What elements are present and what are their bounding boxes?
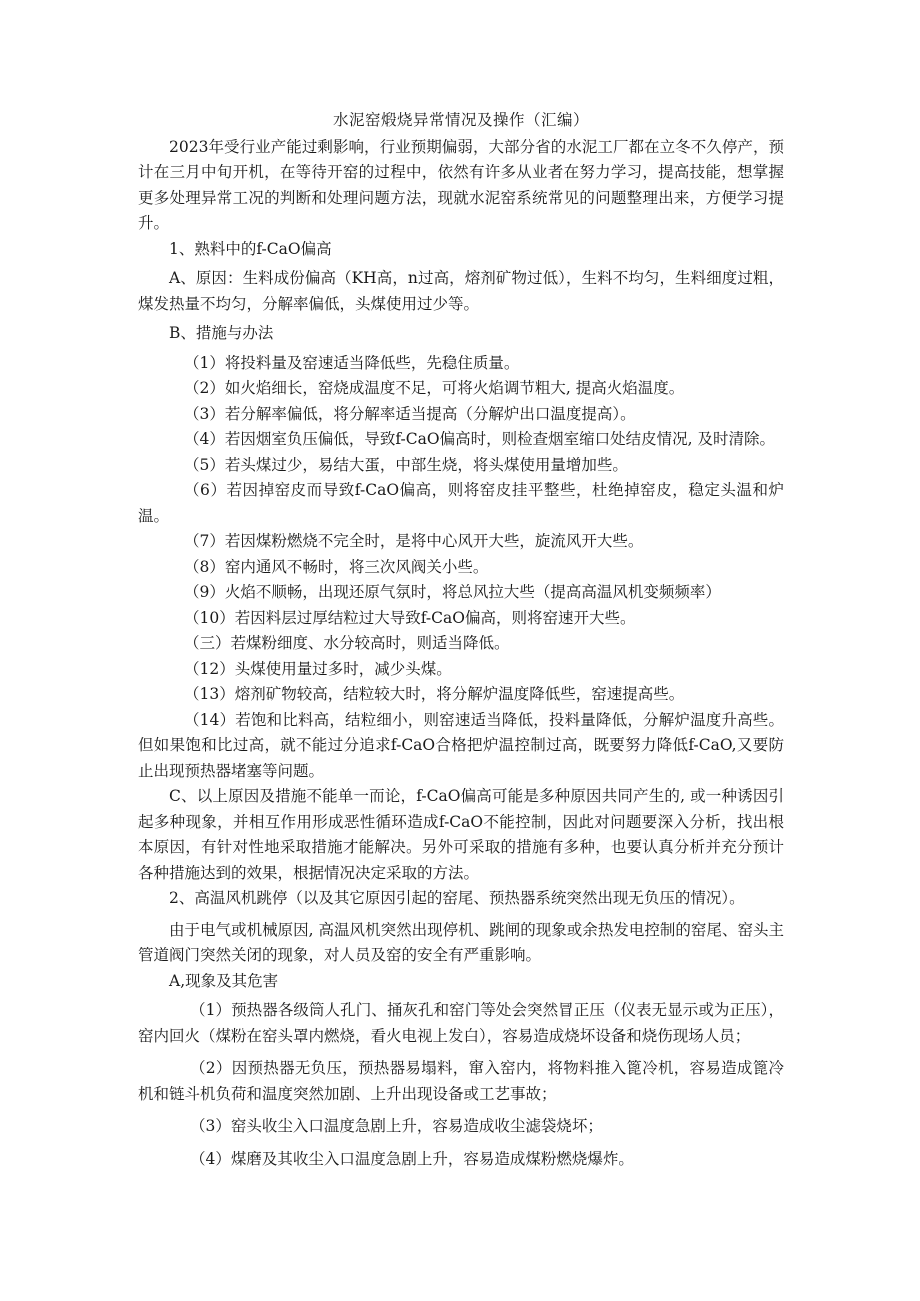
- measure-item: （12）头煤使用量过多时，减少头煤。: [184, 659, 452, 678]
- measure-item: （8）窑内通风不畅时，将三次风阀关小些。: [184, 557, 489, 576]
- measure-item: （三）若煤粉细度、水分较高时，则适当降低。: [184, 634, 510, 652]
- measure-item: （2）如火焰细长，窑烧成温度不足，可将火焰调节粗大, 提高火焰温度。: [184, 379, 685, 397]
- measure-item: （6）若因掉窑皮而导致f-CaO偏高，则将窑皮挂平整些，杜绝掉窑皮，稳定头温和炉温。: [138, 481, 784, 525]
- phenomenon-item: （3）窑头收尘入口温度急剧上升，容易造成收尘滤袋烧坏；: [190, 1117, 603, 1135]
- section2-heading: 2、高温风机跳停（以及其它原因引起的窑尾、预热器系统突然出现无负压的情况）。: [169, 889, 745, 907]
- measure-item: （7）若因煤粉燃烧不完全时，是将中心风开大些，旋流风开大些。: [184, 532, 644, 550]
- section2-intro: 由于电气或机械原因, 高温风机突然出现停机、跳闸的现象或余热发电控制的窑尾、窑头主管道阀门突然关闭的现象，对人员及窑的安全有严重影响。: [138, 920, 784, 964]
- measure-item: （4）若因烟室负压偏低，导致f-CaO偏高时，则检查烟室缩口处结皮情况, 及时清除。: [184, 430, 775, 448]
- section1-heading: 1、熟料中的f-CaO偏高: [169, 239, 332, 258]
- section1-cause: A、原因：生料成份偏高（KH高，n过高，熔剂矿物过低），生料不均匀，生料细度过粗，煤发热量不均匀，分解率偏低，头煤使用过少等。: [138, 269, 784, 313]
- section2-phenomena-heading: A,现象及其危害: [169, 971, 279, 990]
- measure-item: （5）若头煤过少，易结大蛋，中部生烧，将头煤使用量增加些。: [184, 455, 628, 474]
- measure-item: （13）熔剂矿物较高，结粒较大时，将分解炉温度降低些，窑速提高些。: [184, 685, 685, 703]
- section1-conclusion: C、以上原因及措施不能单一而论，f-CaO偏高可能是多种原因共同产生的, 或一种诱因引起多种现象，并相互作用形成恶性循环造成f-CaO不能控制，因此对问题要深入分析，找出根本原因，有针对性地采取措施才能解决。另外可采取的措施有多种，也要认真分析并充分预计各种措施达到的效果，根据情况决定采取的方法。: [138, 787, 784, 882]
- phenomenon-item: （4）煤磨及其收尘入口温度急剧上升，容易造成煤粉燃烧爆炸。: [190, 1149, 634, 1168]
- measure-item: （14）若饱和比料高，结粒细小，则窑速适当降低，投料量降低，分解炉温度升高些。但如果饱和比过高，就不能过分追求f-CaO合格把炉温控制过高，既要努力降低f-CaO,又要防止出现预热器堵塞等问题。: [138, 710, 784, 780]
- measure-item: （9）火焰不顺畅，出现还原气氛时，将总风拉大些（提高高温风机变频频率）: [184, 583, 721, 601]
- document-title: 水泥窑煅烧异常情况及操作（汇编）: [332, 111, 589, 129]
- phenomenon-item: （1）预热器各级筒人孔门、捅灰孔和窑门等处会突然冒正压（仪表无显示或为正压），窑内回火（煤粉在窑头罩内燃烧，看火电视上发白），容易造成烧坏设备和烧伤现场人员；: [138, 1001, 784, 1045]
- measure-item: （10）若因料层过厚结粒过大导致f-CaO偏高，则将窑速开大些。: [184, 608, 636, 627]
- intro-paragraph: 2023年受行业产能过剩影响，行业预期偏弱，大部分省的水泥工厂都在立冬不久停产，预计在三月中旬开机，在等待开窑的过程中，依然有许多从业者在努力学习，提高技能，想掌握更多处理异常工况的判断和处理问题方法，现就水泥窑系统常见的问题整理出来，方便学习提升。: [138, 137, 784, 232]
- measure-item: （1）将投料量及窑速适当降低些，先稳住质量。: [184, 353, 520, 372]
- phenomenon-item: （2）因预热器无负压，预热器易塌料，窜入窑内，将物料推入篦冷机，容易造成篦冷机和链斗机负荷和温度突然加剧、上升出现设备或工艺事故；: [138, 1059, 784, 1103]
- document-page: [138, 108, 784, 1172]
- section1-measures-heading: B、措施与办法: [169, 324, 274, 342]
- measure-item: （3）若分解率偏低，将分解率适当提高（分解炉出口温度提高）。: [184, 404, 636, 423]
